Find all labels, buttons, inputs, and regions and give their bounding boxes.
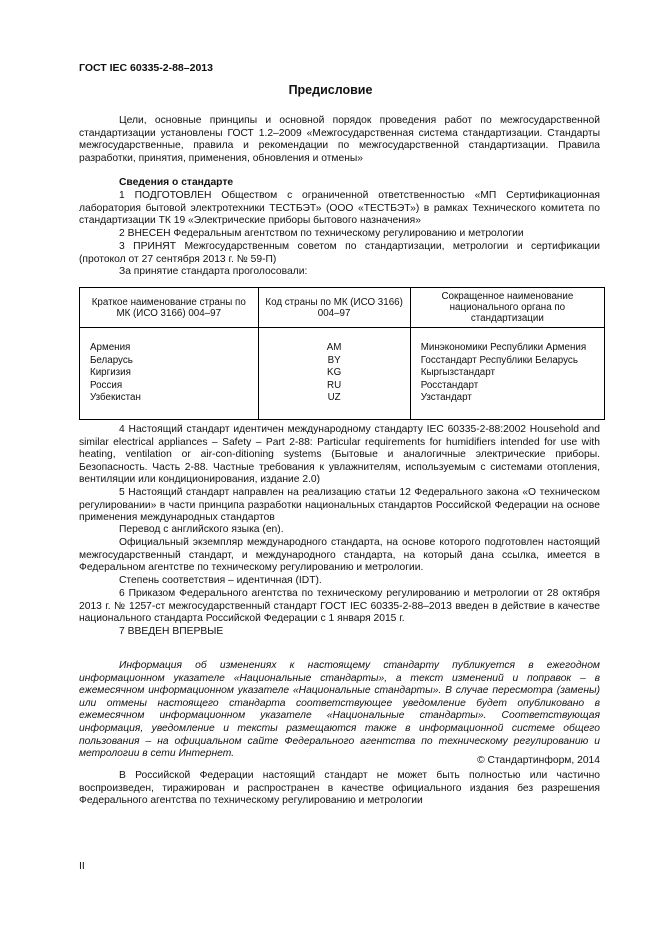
table-row bbox=[80, 355, 605, 368]
item-7: 7 ВВЕДЕН ВПЕРВЫЕ bbox=[119, 626, 224, 637]
item-2: 2 ВНЕСЕН Федеральным агентством по техническому регулированию и метрологии bbox=[119, 228, 524, 239]
agency-cell: Узстандарт bbox=[410, 392, 604, 419]
item-3: 3 ПРИНЯТ Межгосударственным советом по стандартизации, метрологии и сертификации (протокол от 27 сентября 2013 г. № 59-П) bbox=[79, 241, 600, 265]
vote-table bbox=[79, 287, 605, 420]
country-cell: Беларусь bbox=[80, 355, 259, 368]
table-row bbox=[80, 342, 605, 355]
header-agency: Сокращенное наименование национального органа по стандартизации bbox=[410, 288, 604, 328]
document-code: ГОСТ IEC 60335-2-88–2013 bbox=[79, 62, 213, 74]
table-row bbox=[80, 380, 605, 393]
table-row bbox=[80, 392, 605, 419]
table-row bbox=[80, 367, 605, 380]
country-cell: Россия bbox=[80, 380, 259, 393]
vote-table-header bbox=[80, 288, 605, 328]
page-title: Предисловие bbox=[288, 83, 373, 97]
voted-label: За принятие стандарта проголосовали: bbox=[119, 266, 308, 277]
code-cell: RU bbox=[258, 380, 410, 393]
page-number: II bbox=[79, 860, 85, 872]
conformity-note: Степень соответствия – идентичная (IDT). bbox=[119, 575, 322, 586]
info-notice: Информация об изменениях к настоящему стандарту публикуется в ежегодном информационном указателе «Национальные стандарты», а текст изменений и поправок – в ежемесячном информационном указателе «Национальные стандарты». В случае пересмотра (замены) или отмены настоящего стандарта соответствующее уведомление будет опубликовано в ежемесячном информационном указателе «Национальные стандарты». Соответствующая информация, уведомление и тексты размещаются также в информационной системе общего пользования – на официальном сайте Федерального агентства по техническому регулированию и метрологии в сети Интернет. bbox=[79, 660, 600, 760]
translation-note: Перевод с английского языка (en). bbox=[119, 524, 284, 535]
about-heading: Сведения о стандарте bbox=[119, 177, 234, 188]
code-cell: KG bbox=[258, 367, 410, 380]
item-6: 6 Приказом Федерального агентства по техническому регулированию и метрологии от 28 октября 2013 г. № 1257-ст межгосударственный стандарт ГОСТ IEC 60335-2-88–2013 введен в действие в качестве национального стандарта Российской Федерации с 1 января 2015 г. bbox=[79, 588, 600, 625]
reproduction-notice: В Российской Федерации настоящий стандарт не может быть полностью или частично воспроизведен, тиражирован и распространен в качестве официального издания без разрешения Федерального агентства по техническому регулированию и метрологии bbox=[79, 770, 600, 807]
copyright: © Стандартинформ, 2014 bbox=[477, 755, 600, 766]
country-cell: Киргизия bbox=[80, 367, 259, 380]
code-cell: BY bbox=[258, 355, 410, 368]
header-country: Краткое наименование страны по МК (ИСО 3166) 004–97 bbox=[80, 288, 259, 328]
header-code: Код страны по МК (ИСО 3166) 004–97 bbox=[258, 288, 410, 328]
agency-cell: Кыргызстандарт bbox=[410, 367, 604, 380]
item-1: 1 ПОДГОТОВЛЕН Обществом с ограниченной ответственностью «МП Сертификационная лаборатория бытовой электротехники ТЕСТБЭТ» (ООО «ТЕСТБЭТ») в рамках Технического комитета по стандартизации ТК 19 «Электрические приборы бытового назначения» bbox=[79, 190, 600, 227]
agency-cell: Минэкономики Республики Армения bbox=[410, 342, 604, 355]
code-cell: AM bbox=[258, 342, 410, 355]
agency-cell: Росстандарт bbox=[410, 380, 604, 393]
item-4: 4 Настоящий стандарт идентичен международному стандарту IEC 60335-2-88:2002 Household and similar electrical appliances – Safety – Part 2-88: Particular requirements for humidifiers intended for use with heating, ventilation or air-con-ditioning systems (Бытовые и аналогичные электрические приборы. Безопасность. Часть 2-88. Частные требования к увлажнителям, используемым с системами отопления, вентиляции или кондиционирования, издание 2.0) bbox=[79, 424, 600, 486]
country-cell: Армения bbox=[80, 342, 259, 355]
item-5: 5 Настоящий стандарт направлен на реализацию статьи 12 Федерального закона «О техническом регулировании» в части принципа разработки национальных стандартов Российской Федерации на основе применения международных стандартов bbox=[79, 487, 600, 524]
intro-paragraph: Цели, основные принципы и основной порядок проведения работ по межгосударственной стандартизации установлены ГОСТ 1.2–2009 «Межгосударственная система стандартизации. Стандарты межгосударственные, правила и рекомендации по межгосударственной стандартизации. Правила разработки, принятия, применения, обновления и отмены» bbox=[79, 115, 600, 164]
official-copy-note: Официальный экземпляр международного стандарта, на основе которого подготовлен настоящий межгосударственный стандарт, и международного стандарта, на который дана ссылка, имеется в Федеральном агентстве по техническому регулированию и метрологии. bbox=[79, 537, 600, 574]
country-cell: Узбекистан bbox=[80, 392, 259, 419]
code-cell: UZ bbox=[258, 392, 410, 419]
agency-cell: Госстандарт Республики Беларусь bbox=[410, 355, 604, 368]
